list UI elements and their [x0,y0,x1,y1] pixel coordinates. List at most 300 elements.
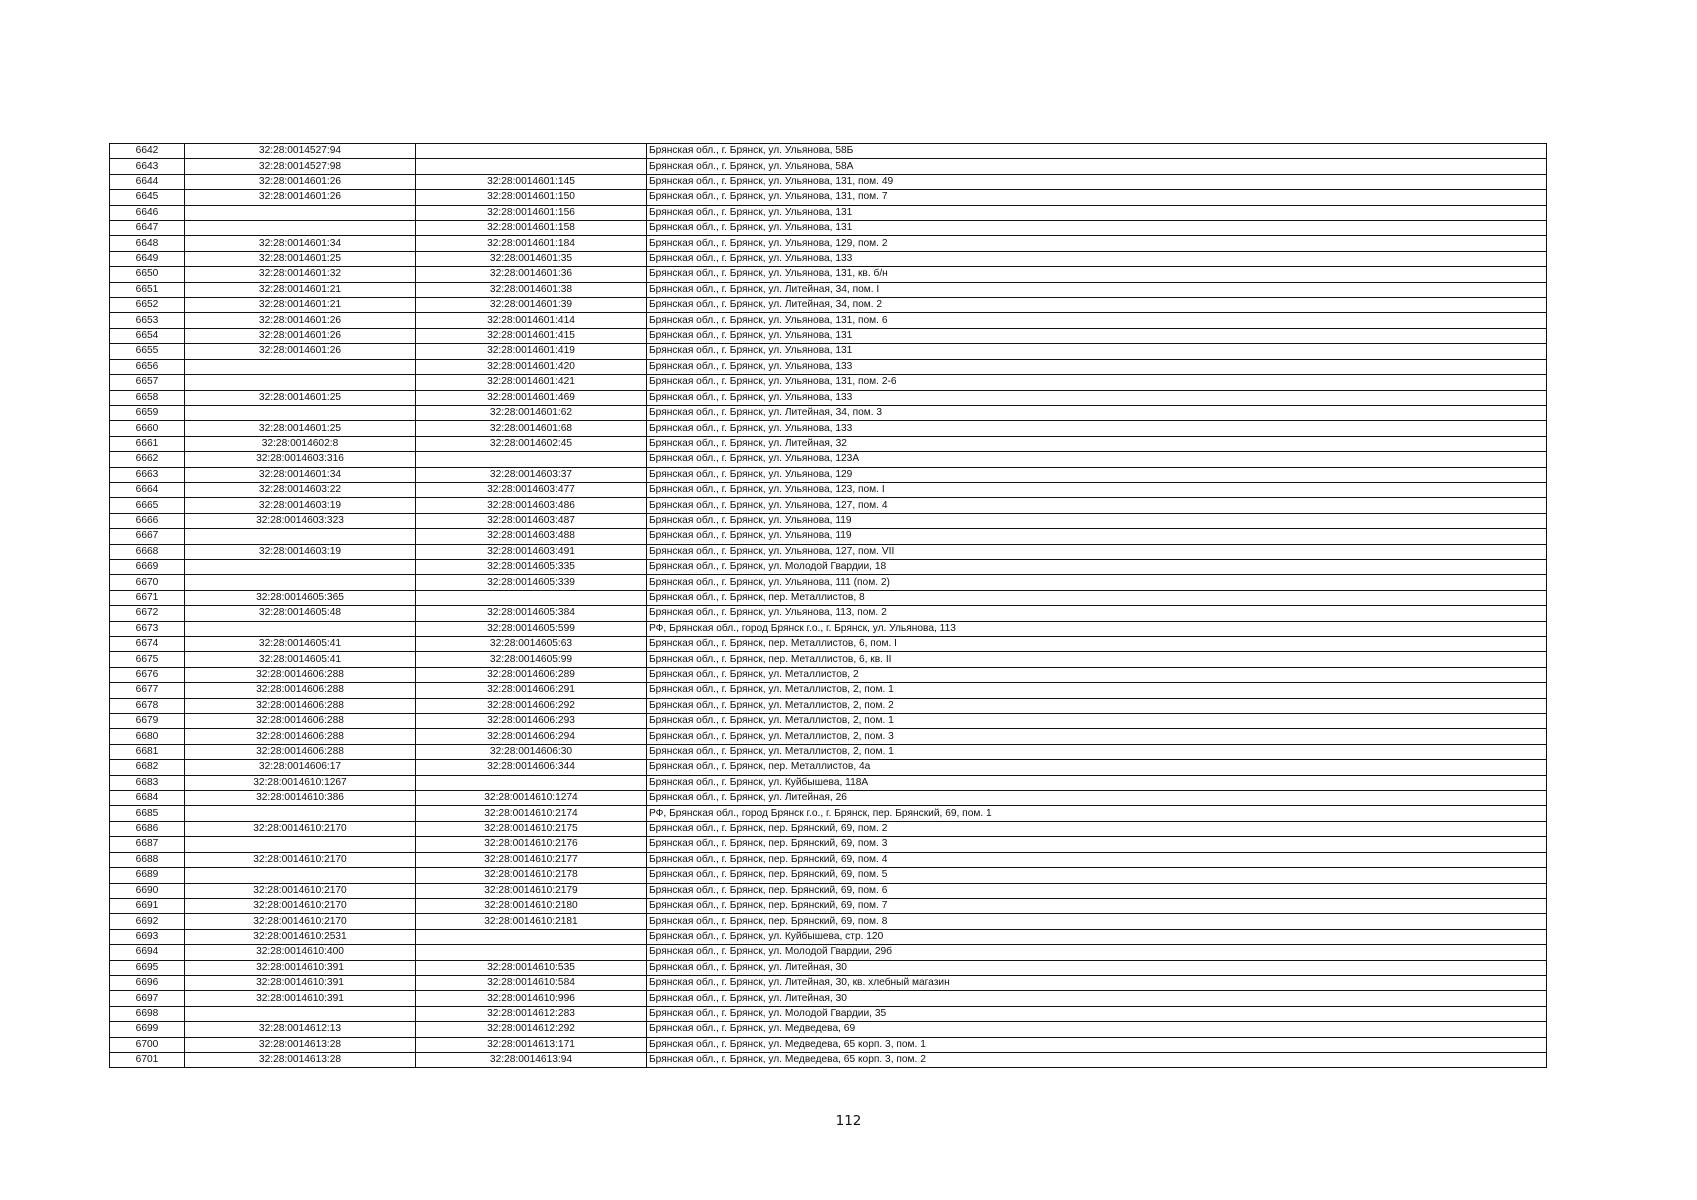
row-number-cell: 6695 [110,960,185,975]
parcel-cadastral-number-cell: 32:28:0014610:2170 [185,821,416,836]
table-row [110,806,1547,821]
object-cadastral-number-cell: 32:28:0014610:2175 [416,821,647,836]
table-row [110,914,1547,929]
row-number-cell: 6646 [110,205,185,220]
address-cell: Брянская обл., г. Брянск, ул. Ульянова, 113, пом. 2 [647,606,1547,621]
row-number-cell: 6679 [110,714,185,729]
row-number-cell: 6685 [110,806,185,821]
address-cell: Брянская обл., г. Брянск, ул. Молодой Гвардии, 18 [647,559,1547,574]
table-row [110,452,1547,467]
table-row [110,606,1547,621]
address-cell: Брянская обл., г. Брянск, ул. Медведева, 65 корп. 3, пом. 2 [647,1052,1547,1067]
row-number-cell: 6687 [110,837,185,852]
row-number-cell: 6672 [110,606,185,621]
parcel-cadastral-number-cell: 32:28:0014603:316 [185,452,416,467]
table-row [110,991,1547,1006]
row-number-cell: 6671 [110,590,185,605]
parcel-cadastral-number-cell: 32:28:0014606:288 [185,714,416,729]
parcel-cadastral-number-cell [185,529,416,544]
parcel-cadastral-number-cell: 32:28:0014601:26 [185,328,416,343]
table-row [110,621,1547,636]
address-cell: Брянская обл., г. Брянск, ул. Литейная, 34, пом. I [647,282,1547,297]
parcel-cadastral-number-cell: 32:28:0014610:391 [185,991,416,1006]
row-number-cell: 6693 [110,929,185,944]
row-number-cell: 6648 [110,236,185,251]
table-row [110,575,1547,590]
address-cell: Брянская обл., г. Брянск, пер. Металлистов, 8 [647,590,1547,605]
row-number-cell: 6683 [110,775,185,790]
address-cell: Брянская обл., г. Брянск, пер. Брянский, 69, пом. 2 [647,821,1547,836]
row-number-cell: 6673 [110,621,185,636]
parcel-cadastral-number-cell: 32:28:0014601:25 [185,390,416,405]
table-row [110,1022,1547,1037]
object-cadastral-number-cell: 32:28:0014603:37 [416,467,647,482]
row-number-cell: 6657 [110,375,185,390]
table-row [110,421,1547,436]
parcel-cadastral-number-cell: 32:28:0014610:386 [185,791,416,806]
parcel-cadastral-number-cell: 32:28:0014606:288 [185,667,416,682]
row-number-cell: 6684 [110,791,185,806]
parcel-cadastral-number-cell: 32:28:0014610:2531 [185,929,416,944]
row-number-cell: 6666 [110,513,185,528]
object-cadastral-number-cell: 32:28:0014610:2180 [416,898,647,913]
address-cell: Брянская обл., г. Брянск, ул. Медведева, 69 [647,1022,1547,1037]
parcel-cadastral-number-cell [185,221,416,236]
table-row [110,652,1547,667]
object-cadastral-number-cell: 32:28:0014601:35 [416,251,647,266]
parcel-cadastral-number-cell: 32:28:0014605:365 [185,590,416,605]
row-number-cell: 6680 [110,729,185,744]
row-number-cell: 6669 [110,559,185,574]
object-cadastral-number-cell: 32:28:0014601:419 [416,344,647,359]
address-cell: Брянская обл., г. Брянск, ул. Ульянова, 133 [647,390,1547,405]
address-cell: Брянская обл., г. Брянск, ул. Ульянова, 131 [647,221,1547,236]
parcel-cadastral-number-cell: 32:28:0014527:98 [185,159,416,174]
address-cell: Брянская обл., г. Брянск, ул. Ульянова, 129 [647,467,1547,482]
row-number-cell: 6656 [110,359,185,374]
parcel-cadastral-number-cell [185,806,416,821]
object-cadastral-number-cell: 32:28:0014603:486 [416,498,647,513]
object-cadastral-number-cell: 32:28:0014601:158 [416,221,647,236]
table-row [110,590,1547,605]
parcel-cadastral-number-cell: 32:28:0014606:17 [185,760,416,775]
parcel-cadastral-number-cell [185,205,416,220]
parcel-cadastral-number-cell [185,621,416,636]
address-cell: Брянская обл., г. Брянск, ул. Литейная, 30, кв. хлебный магазин [647,975,1547,990]
table-row [110,513,1547,528]
object-cadastral-number-cell: 32:28:0014605:384 [416,606,647,621]
address-cell: Брянская обл., г. Брянск, ул. Ульянова, 131, пом. 6 [647,313,1547,328]
parcel-cadastral-number-cell: 32:28:0014610:2170 [185,852,416,867]
table-row [110,482,1547,497]
row-number-cell: 6662 [110,452,185,467]
address-cell: РФ, Брянская обл., город Брянск г.о., г. Брянск, ул. Ульянова, 113 [647,621,1547,636]
table-row [110,929,1547,944]
object-cadastral-number-cell: 32:28:0014601:36 [416,267,647,282]
row-number-cell: 6689 [110,868,185,883]
parcel-cadastral-number-cell: 32:28:0014601:21 [185,282,416,297]
row-number-cell: 6670 [110,575,185,590]
address-cell: Брянская обл., г. Брянск, ул. Куйбышева, стр. 120 [647,929,1547,944]
parcel-cadastral-number-cell: 32:28:0014602:8 [185,436,416,451]
table-row [110,791,1547,806]
table-row [110,975,1547,990]
address-cell: Брянская обл., г. Брянск, пер. Металлистов, 6, кв. II [647,652,1547,667]
address-cell: Брянская обл., г. Брянск, пер. Металлистов, 4а [647,760,1547,775]
table-row [110,405,1547,420]
address-cell: Брянская обл., г. Брянск, ул. Ульянова, 129, пом. 2 [647,236,1547,251]
address-cell: Брянская обл., г. Брянск, пер. Брянский, 69, пом. 4 [647,852,1547,867]
object-cadastral-number-cell: 32:28:0014610:2178 [416,868,647,883]
table-row [110,775,1547,790]
table-row [110,883,1547,898]
address-cell: Брянская обл., г. Брянск, ул. Ульянова, 131 [647,205,1547,220]
table-row [110,960,1547,975]
parcel-cadastral-number-cell: 32:28:0014610:400 [185,945,416,960]
object-cadastral-number-cell: 32:28:0014606:293 [416,714,647,729]
object-cadastral-number-cell: 32:28:0014610:2181 [416,914,647,929]
object-cadastral-number-cell: 32:28:0014613:94 [416,1052,647,1067]
object-cadastral-number-cell: 32:28:0014601:62 [416,405,647,420]
address-cell: Брянская обл., г. Брянск, ул. Металлистов, 2, пом. 1 [647,683,1547,698]
address-cell: Брянская обл., г. Брянск, ул. Металлистов, 2, пом. 3 [647,729,1547,744]
table-row [110,375,1547,390]
table-row [110,1006,1547,1021]
row-number-cell: 6649 [110,251,185,266]
table-row [110,313,1547,328]
row-number-cell: 6643 [110,159,185,174]
row-number-cell: 6701 [110,1052,185,1067]
row-number-cell: 6647 [110,221,185,236]
table-row [110,821,1547,836]
address-cell: Брянская обл., г. Брянск, ул. Ульянова, 123, пом. I [647,482,1547,497]
row-number-cell: 6661 [110,436,185,451]
parcel-cadastral-number-cell: 32:28:0014613:28 [185,1037,416,1052]
object-cadastral-number-cell: 32:28:0014601:39 [416,298,647,313]
row-number-cell: 6645 [110,190,185,205]
object-cadastral-number-cell: 32:28:0014606:291 [416,683,647,698]
object-cadastral-number-cell: 32:28:0014603:487 [416,513,647,528]
parcel-cadastral-number-cell: 32:28:0014605:41 [185,637,416,652]
object-cadastral-number-cell: 32:28:0014603:477 [416,482,647,497]
object-cadastral-number-cell: 32:28:0014605:63 [416,637,647,652]
object-cadastral-number-cell: 32:28:0014602:45 [416,436,647,451]
table-row [110,852,1547,867]
object-cadastral-number-cell: 32:28:0014613:171 [416,1037,647,1052]
address-cell: Брянская обл., г. Брянск, ул. Ульянова, 133 [647,359,1547,374]
parcel-cadastral-number-cell: 32:28:0014610:2170 [185,898,416,913]
row-number-cell: 6668 [110,544,185,559]
object-cadastral-number-cell: 32:28:0014610:2179 [416,883,647,898]
row-number-cell: 6691 [110,898,185,913]
table-row [110,744,1547,759]
table-row [110,637,1547,652]
address-cell: Брянская обл., г. Брянск, ул. Металлистов, 2 [647,667,1547,682]
row-number-cell: 6677 [110,683,185,698]
parcel-cadastral-number-cell: 32:28:0014610:391 [185,975,416,990]
address-cell: Брянская обл., г. Брянск, ул. Ульянова, 131 [647,344,1547,359]
table-row [110,1037,1547,1052]
address-cell: Брянская обл., г. Брянск, ул. Куйбышева, 118А [647,775,1547,790]
table-row [110,683,1547,698]
object-cadastral-number-cell: 32:28:0014612:292 [416,1022,647,1037]
parcel-cadastral-number-cell: 32:28:0014603:19 [185,544,416,559]
object-cadastral-number-cell: 32:28:0014606:289 [416,667,647,682]
parcel-cadastral-number-cell: 32:28:0014601:26 [185,190,416,205]
row-number-cell: 6675 [110,652,185,667]
object-cadastral-number-cell [416,945,647,960]
table-row [110,190,1547,205]
object-cadastral-number-cell [416,590,647,605]
address-cell: Брянская обл., г. Брянск, ул. Литейная, 30 [647,991,1547,1006]
object-cadastral-number-cell: 32:28:0014610:996 [416,991,647,1006]
address-cell: Брянская обл., г. Брянск, ул. Литейная, 26 [647,791,1547,806]
address-cell: Брянская обл., г. Брянск, ул. Металлистов, 2, пом. 2 [647,698,1547,713]
address-cell: Брянская обл., г. Брянск, ул. Ульянова, 127, пом. 4 [647,498,1547,513]
registry-table [109,143,1547,1068]
object-cadastral-number-cell: 32:28:0014610:584 [416,975,647,990]
address-cell: Брянская обл., г. Брянск, ул. Ульянова, 133 [647,421,1547,436]
address-cell: Брянская обл., г. Брянск, ул. Ульянова, 123А [647,452,1547,467]
object-cadastral-number-cell: 32:28:0014610:2174 [416,806,647,821]
parcel-cadastral-number-cell [185,359,416,374]
object-cadastral-number-cell: 32:28:0014601:184 [416,236,647,251]
row-number-cell: 6664 [110,482,185,497]
object-cadastral-number-cell [416,159,647,174]
object-cadastral-number-cell: 32:28:0014603:488 [416,529,647,544]
table-row [110,390,1547,405]
address-cell: Брянская обл., г. Брянск, ул. Ульянова, 131 [647,328,1547,343]
address-cell: Брянская обл., г. Брянск, ул. Ульянова, 131, пом. 2-6 [647,375,1547,390]
row-number-cell: 6663 [110,467,185,482]
row-number-cell: 6651 [110,282,185,297]
parcel-cadastral-number-cell [185,1006,416,1021]
address-cell: Брянская обл., г. Брянск, ул. Литейная, 32 [647,436,1547,451]
parcel-cadastral-number-cell [185,375,416,390]
object-cadastral-number-cell: 32:28:0014606:30 [416,744,647,759]
table-row [110,267,1547,282]
table-row [110,898,1547,913]
parcel-cadastral-number-cell: 32:28:0014610:2170 [185,883,416,898]
address-cell: Брянская обл., г. Брянск, пер. Металлистов, 6, пом. I [647,637,1547,652]
address-cell: Брянская обл., г. Брянск, пер. Брянский, 69, пом. 8 [647,914,1547,929]
parcel-cadastral-number-cell [185,868,416,883]
address-cell: Брянская обл., г. Брянск, ул. Ульянова, 131, пом. 49 [647,174,1547,189]
parcel-cadastral-number-cell: 32:28:0014603:323 [185,513,416,528]
parcel-cadastral-number-cell: 32:28:0014603:22 [185,482,416,497]
parcel-cadastral-number-cell: 32:28:0014606:288 [185,698,416,713]
parcel-cadastral-number-cell [185,405,416,420]
row-number-cell: 6694 [110,945,185,960]
address-cell: Брянская обл., г. Брянск, ул. Металлистов, 2, пом. 1 [647,744,1547,759]
row-number-cell: 6653 [110,313,185,328]
row-number-cell: 6659 [110,405,185,420]
parcel-cadastral-number-cell: 32:28:0014612:13 [185,1022,416,1037]
table-row [110,328,1547,343]
object-cadastral-number-cell: 32:28:0014605:599 [416,621,647,636]
registry-table-body [110,144,1547,1068]
page-number: 112 [835,1113,862,1129]
row-number-cell: 6678 [110,698,185,713]
row-number-cell: 6686 [110,821,185,836]
row-number-cell: 6650 [110,267,185,282]
table-row [110,1052,1547,1067]
address-cell: Брянская обл., г. Брянск, ул. Ульянова, 133 [647,251,1547,266]
row-number-cell: 6660 [110,421,185,436]
row-number-cell: 6697 [110,991,185,1006]
table-row [110,236,1547,251]
address-cell: Брянская обл., г. Брянск, ул. Ульянова, 131, пом. 7 [647,190,1547,205]
object-cadastral-number-cell: 32:28:0014605:99 [416,652,647,667]
parcel-cadastral-number-cell: 32:28:0014606:288 [185,683,416,698]
parcel-cadastral-number-cell: 32:28:0014601:34 [185,236,416,251]
parcel-cadastral-number-cell: 32:28:0014606:288 [185,744,416,759]
address-cell: РФ, Брянская обл., город Брянск г.о., г. Брянск, пер. Брянский, 69, пом. 1 [647,806,1547,821]
address-cell: Брянская обл., г. Брянск, ул. Ульянова, 58А [647,159,1547,174]
address-cell: Брянская обл., г. Брянск, пер. Брянский, 69, пом. 7 [647,898,1547,913]
table-row [110,251,1547,266]
address-cell: Брянская обл., г. Брянск, ул. Ульянова, 127, пом. VII [647,544,1547,559]
table-row [110,359,1547,374]
parcel-cadastral-number-cell: 32:28:0014603:19 [185,498,416,513]
parcel-cadastral-number-cell: 32:28:0014613:28 [185,1052,416,1067]
row-number-cell: 6667 [110,529,185,544]
row-number-cell: 6688 [110,852,185,867]
parcel-cadastral-number-cell: 32:28:0014601:26 [185,313,416,328]
address-cell: Брянская обл., г. Брянск, ул. Литейная, 30 [647,960,1547,975]
table-row [110,868,1547,883]
object-cadastral-number-cell: 32:28:0014601:150 [416,190,647,205]
table-row [110,298,1547,313]
object-cadastral-number-cell: 32:28:0014601:415 [416,328,647,343]
row-number-cell: 6655 [110,344,185,359]
parcel-cadastral-number-cell: 32:28:0014610:2170 [185,914,416,929]
address-cell: Брянская обл., г. Брянск, пер. Брянский, 69, пом. 5 [647,868,1547,883]
parcel-cadastral-number-cell: 32:28:0014610:1267 [185,775,416,790]
parcel-cadastral-number-cell: 32:28:0014601:34 [185,467,416,482]
row-number-cell: 6700 [110,1037,185,1052]
parcel-cadastral-number-cell [185,837,416,852]
table-row [110,544,1547,559]
object-cadastral-number-cell: 32:28:0014605:339 [416,575,647,590]
object-cadastral-number-cell [416,929,647,944]
parcel-cadastral-number-cell: 32:28:0014601:26 [185,344,416,359]
object-cadastral-number-cell: 32:28:0014603:491 [416,544,647,559]
row-number-cell: 6658 [110,390,185,405]
object-cadastral-number-cell [416,452,647,467]
object-cadastral-number-cell: 32:28:0014606:294 [416,729,647,744]
address-cell: Брянская обл., г. Брянск, ул. Молодой Гвардии, 35 [647,1006,1547,1021]
table-row [110,467,1547,482]
table-row [110,667,1547,682]
address-cell: Брянская обл., г. Брянск, ул. Ульянова, 119 [647,529,1547,544]
parcel-cadastral-number-cell [185,575,416,590]
address-cell: Брянская обл., г. Брянск, пер. Брянский, 69, пом. 6 [647,883,1547,898]
object-cadastral-number-cell: 32:28:0014610:1274 [416,791,647,806]
row-number-cell: 6642 [110,144,185,159]
table-row [110,760,1547,775]
parcel-cadastral-number-cell: 32:28:0014601:25 [185,251,416,266]
row-number-cell: 6654 [110,328,185,343]
object-cadastral-number-cell: 32:28:0014601:469 [416,390,647,405]
object-cadastral-number-cell: 32:28:0014605:335 [416,559,647,574]
address-cell: Брянская обл., г. Брянск, ул. Металлистов, 2, пом. 1 [647,714,1547,729]
object-cadastral-number-cell [416,144,647,159]
address-cell: Брянская обл., г. Брянск, ул. Молодой Гвардии, 29б [647,945,1547,960]
object-cadastral-number-cell: 32:28:0014610:535 [416,960,647,975]
table-row [110,174,1547,189]
address-cell: Брянская обл., г. Брянск, ул. Ульянова, 119 [647,513,1547,528]
object-cadastral-number-cell: 32:28:0014601:414 [416,313,647,328]
row-number-cell: 6699 [110,1022,185,1037]
table-row [110,837,1547,852]
object-cadastral-number-cell: 32:28:0014601:68 [416,421,647,436]
address-cell: Брянская обл., г. Брянск, ул. Ульянова, 131, кв. б/н [647,267,1547,282]
parcel-cadastral-number-cell: 32:28:0014601:25 [185,421,416,436]
address-cell: Брянская обл., г. Брянск, ул. Медведева, 65 корп. 3, пом. 1 [647,1037,1547,1052]
table-row [110,698,1547,713]
parcel-cadastral-number-cell: 32:28:0014605:48 [185,606,416,621]
parcel-cadastral-number-cell: 32:28:0014527:94 [185,144,416,159]
parcel-cadastral-number-cell: 32:28:0014601:32 [185,267,416,282]
address-cell: Брянская обл., г. Брянск, ул. Ульянова, 111 (пом. 2) [647,575,1547,590]
object-cadastral-number-cell: 32:28:0014606:344 [416,760,647,775]
row-number-cell: 6698 [110,1006,185,1021]
table-row [110,159,1547,174]
table-row [110,436,1547,451]
table-row [110,559,1547,574]
object-cadastral-number-cell: 32:28:0014612:283 [416,1006,647,1021]
table-row [110,945,1547,960]
parcel-cadastral-number-cell [185,559,416,574]
object-cadastral-number-cell: 32:28:0014601:156 [416,205,647,220]
address-cell: Брянская обл., г. Брянск, ул. Литейная, 34, пом. 2 [647,298,1547,313]
row-number-cell: 6690 [110,883,185,898]
object-cadastral-number-cell: 32:28:0014601:38 [416,282,647,297]
row-number-cell: 6674 [110,637,185,652]
row-number-cell: 6644 [110,174,185,189]
row-number-cell: 6682 [110,760,185,775]
row-number-cell: 6692 [110,914,185,929]
table-row [110,529,1547,544]
object-cadastral-number-cell: 32:28:0014610:2177 [416,852,647,867]
object-cadastral-number-cell: 32:28:0014601:421 [416,375,647,390]
address-cell: Брянская обл., г. Брянск, пер. Брянский, 69, пом. 3 [647,837,1547,852]
object-cadastral-number-cell: 32:28:0014601:145 [416,174,647,189]
parcel-cadastral-number-cell: 32:28:0014601:26 [185,174,416,189]
table-row [110,221,1547,236]
parcel-cadastral-number-cell: 32:28:0014610:391 [185,960,416,975]
address-cell: Брянская обл., г. Брянск, ул. Ульянова, 58Б [647,144,1547,159]
row-number-cell: 6696 [110,975,185,990]
table-row [110,344,1547,359]
parcel-cadastral-number-cell: 32:28:0014606:288 [185,729,416,744]
row-number-cell: 6652 [110,298,185,313]
address-cell: Брянская обл., г. Брянск, ул. Литейная, 34, пом. 3 [647,405,1547,420]
table-row [110,498,1547,513]
row-number-cell: 6676 [110,667,185,682]
row-number-cell: 6665 [110,498,185,513]
object-cadastral-number-cell [416,775,647,790]
object-cadastral-number-cell: 32:28:0014601:420 [416,359,647,374]
row-number-cell: 6681 [110,744,185,759]
object-cadastral-number-cell: 32:28:0014606:292 [416,698,647,713]
table-row [110,282,1547,297]
parcel-cadastral-number-cell: 32:28:0014601:21 [185,298,416,313]
table-row [110,205,1547,220]
parcel-cadastral-number-cell: 32:28:0014605:41 [185,652,416,667]
table-row [110,729,1547,744]
